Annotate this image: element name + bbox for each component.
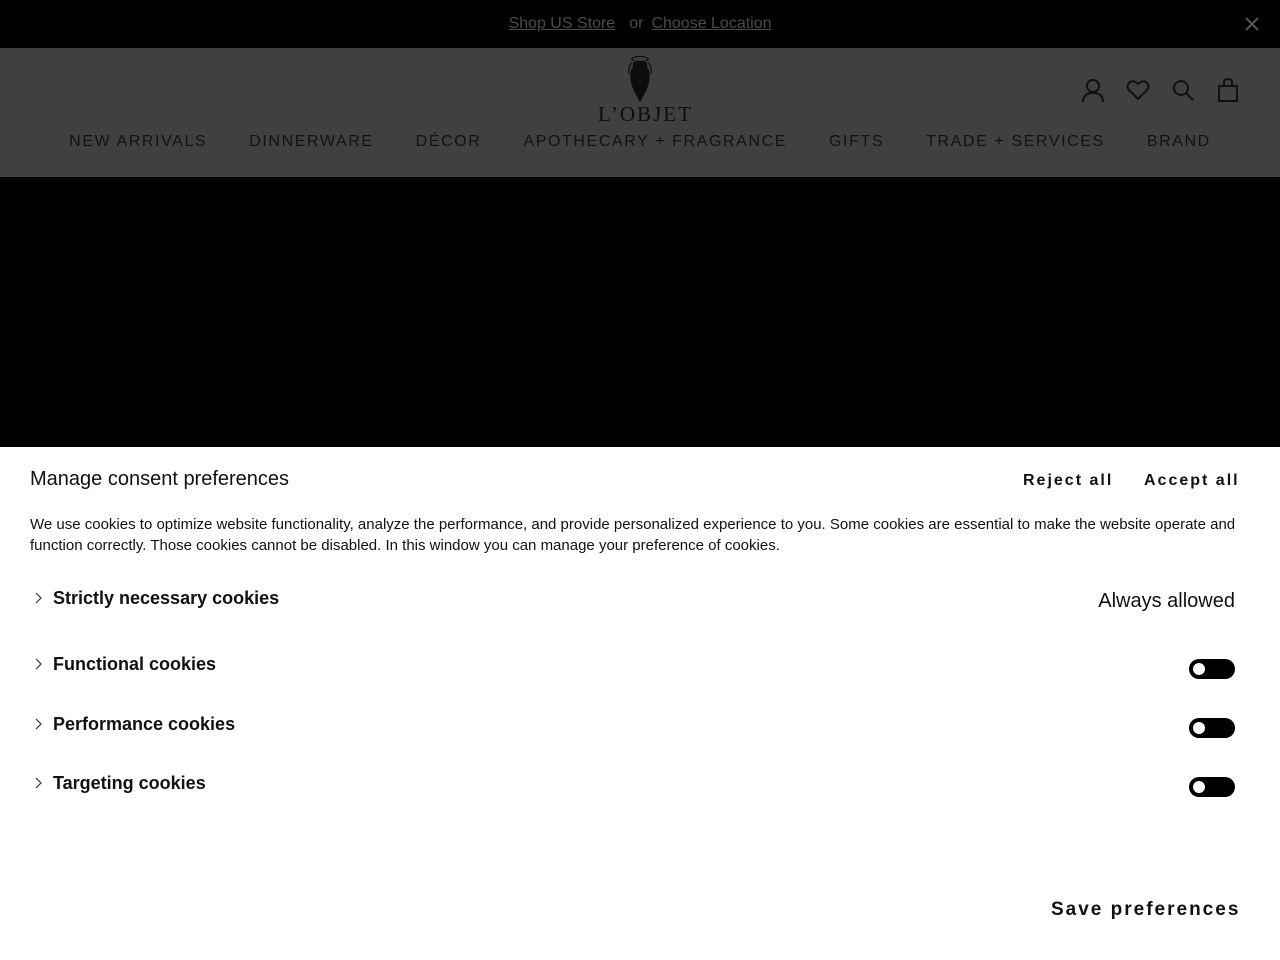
- chevron-right-icon[interactable]: [34, 717, 44, 731]
- nav-brand[interactable]: BRAND: [1146, 133, 1211, 150]
- targeting-cookies-toggle[interactable]: [1189, 777, 1235, 797]
- nav-trade-services[interactable]: TRADE + SERVICES: [926, 133, 1105, 150]
- always-allowed-text: Always allowed: [1098, 590, 1235, 612]
- category-functional: [30, 651, 1235, 681]
- category-label[interactable]: Targeting cookies: [53, 773, 206, 793]
- logo[interactable]: [598, 54, 693, 126]
- category-targeting: [30, 770, 1235, 800]
- wishlist-heart-icon[interactable]: [1126, 76, 1150, 104]
- hero-area: [0, 177, 1280, 447]
- separator-text: or: [629, 15, 644, 32]
- site-header: [0, 48, 1280, 177]
- account-icon[interactable]: [1081, 76, 1105, 104]
- save-preferences-button[interactable]: Save preferences: [1051, 899, 1241, 920]
- announcement-bar: [0, 0, 1280, 48]
- functional-cookies-toggle[interactable]: [1189, 659, 1235, 679]
- header-icons: [1081, 76, 1240, 104]
- nav-dinnerware[interactable]: DINNERWARE: [249, 133, 374, 150]
- search-icon[interactable]: [1171, 76, 1195, 104]
- performance-cookies-toggle[interactable]: [1189, 718, 1235, 738]
- nav-decor[interactable]: DÉCOR: [415, 133, 482, 150]
- nav-new-arrivals[interactable]: NEW ARRIVALS: [69, 133, 208, 150]
- main-nav: [0, 133, 1280, 151]
- category-strictly-necessary: [30, 585, 1235, 615]
- choose-location-link[interactable]: Choose Location: [651, 15, 772, 32]
- chevron-right-icon[interactable]: [34, 776, 44, 790]
- close-icon[interactable]: [1242, 14, 1262, 34]
- logo-text: L’OBJET: [598, 102, 693, 126]
- category-label[interactable]: Performance cookies: [53, 714, 236, 734]
- chevron-right-icon[interactable]: [34, 657, 44, 671]
- reject-all-button[interactable]: Reject all: [1023, 472, 1114, 489]
- consent-panel: [0, 447, 1280, 960]
- accept-all-button[interactable]: Accept all: [1144, 472, 1240, 489]
- shopping-bag-icon[interactable]: [1216, 76, 1240, 104]
- shop-us-store-link[interactable]: Shop US Store: [508, 15, 616, 32]
- nav-apothecary-fragrance[interactable]: APOTHECARY + FRAGRANCE: [523, 133, 788, 150]
- consent-description: We use cookies to optimize website functionality, analyze the performance, and provide personalized experience to you. Some cookies are essential to make the website operate and function correctly. Those cookies cannot be disabled. In this window you can manage your preference of cookies.: [30, 516, 1236, 554]
- chevron-right-icon[interactable]: [34, 591, 44, 605]
- category-performance: [30, 711, 1235, 741]
- category-label[interactable]: Functional cookies: [53, 654, 217, 674]
- nav-gifts[interactable]: GIFTS: [829, 133, 885, 150]
- consent-title: Manage consent preferences: [30, 468, 290, 490]
- category-label[interactable]: Strictly necessary cookies: [53, 588, 280, 608]
